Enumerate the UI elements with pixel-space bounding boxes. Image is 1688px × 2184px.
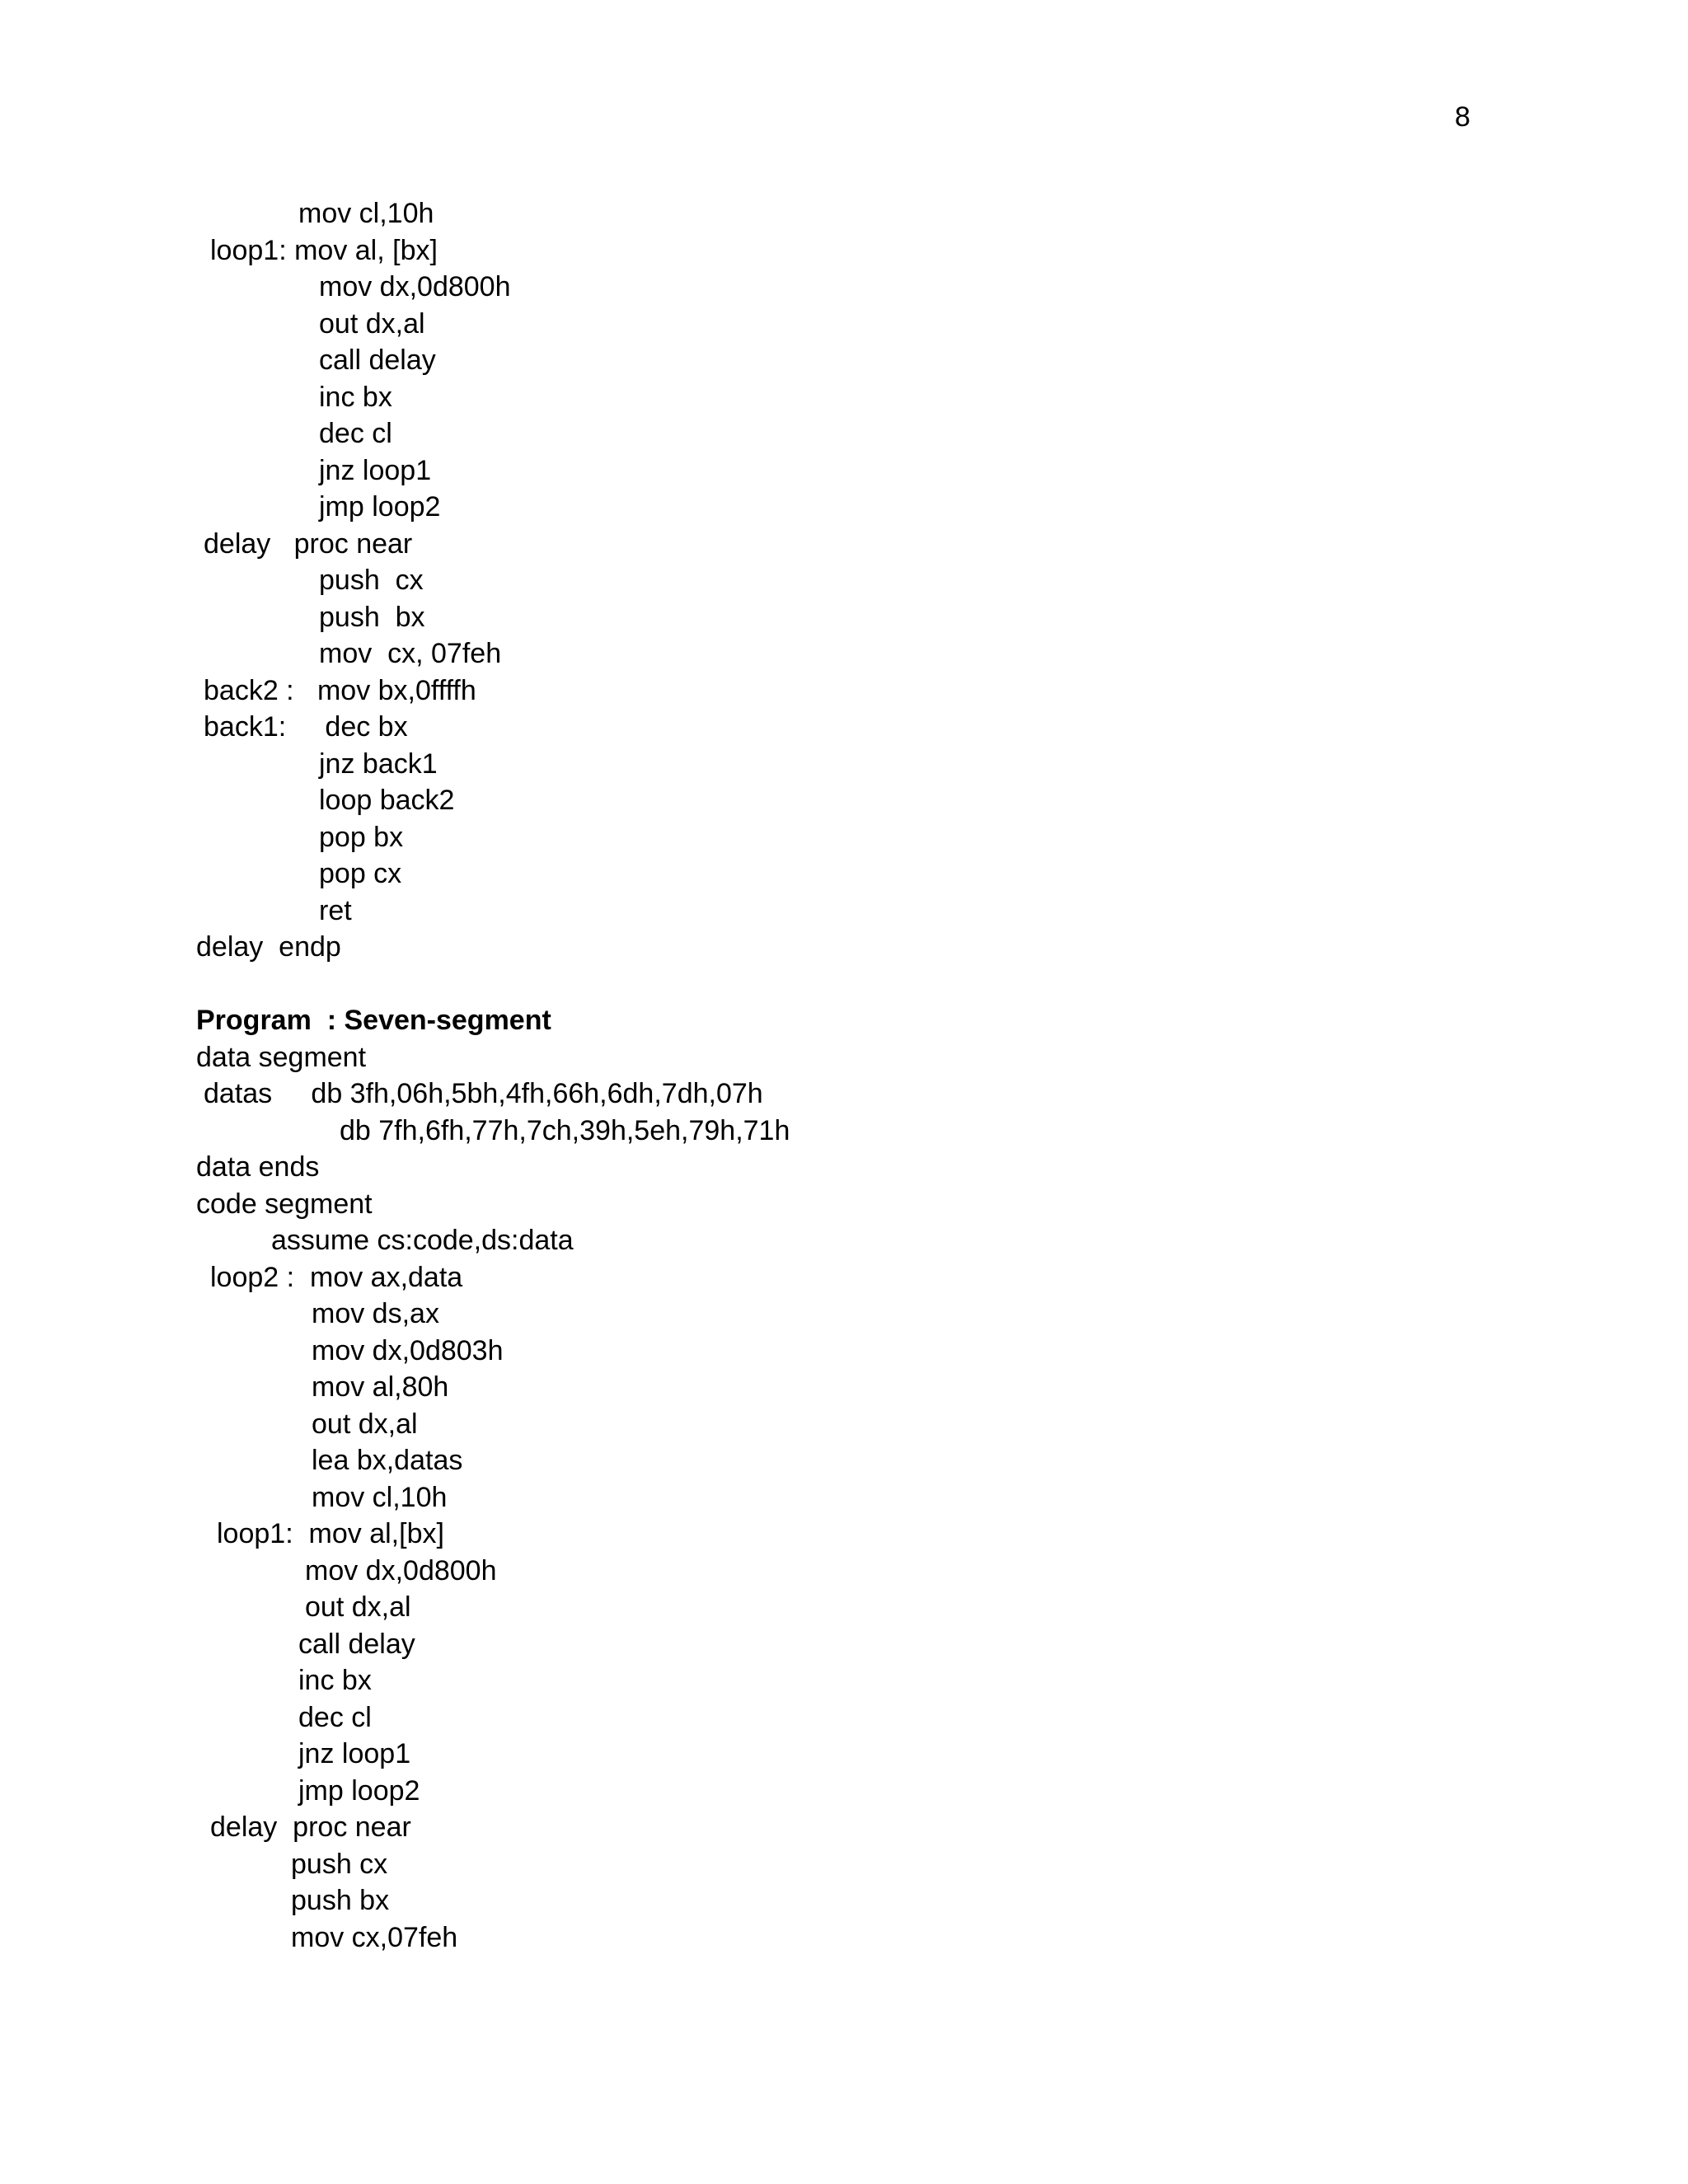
code-line: data ends xyxy=(196,1151,320,1183)
code-line: mov ds,ax xyxy=(312,1298,439,1329)
code-line: code segment xyxy=(196,1188,373,1220)
code-line: db 7fh,6fh,77h,7ch,39h,5eh,79h,71h xyxy=(340,1115,790,1146)
code-line: lea bx,datas xyxy=(312,1445,463,1476)
code-line: push bx xyxy=(291,1885,390,1916)
code-line: mov dx,0d800h xyxy=(305,1555,497,1586)
code-line: loop1: mov al, [bx] xyxy=(210,235,438,266)
page-number: 8 xyxy=(1455,101,1470,133)
code-line: out dx,al xyxy=(319,308,425,340)
code-line: push cx xyxy=(291,1849,388,1880)
code-line: jmp loop2 xyxy=(319,491,441,523)
code-line: out dx,al xyxy=(305,1591,411,1623)
code-line: jnz loop1 xyxy=(298,1738,411,1769)
code-line: jnz back1 xyxy=(319,748,438,780)
code-line: back1: dec bx xyxy=(204,711,408,743)
code-line: mov al,80h xyxy=(312,1371,449,1403)
code-line: pop cx xyxy=(319,858,402,889)
program-heading: Program : Seven-segment xyxy=(196,1005,551,1036)
code-line: call delay xyxy=(319,344,436,376)
code-line: data segment xyxy=(196,1042,367,1073)
code-line: delay proc near xyxy=(210,1811,411,1843)
code-line: ret xyxy=(319,895,352,926)
code-line: delay proc near xyxy=(204,528,413,560)
code-line: inc bx xyxy=(298,1665,372,1696)
code-line: inc bx xyxy=(319,382,392,413)
code-line: loop1: mov al,[bx] xyxy=(217,1518,444,1549)
code-line: mov cl,10h xyxy=(298,198,434,229)
code-line: datas db 3fh,06h,5bh,4fh,66h,6dh,7dh,07h xyxy=(204,1078,763,1109)
code-line: out dx,al xyxy=(312,1408,418,1440)
code-line: loop2 : mov ax,data xyxy=(210,1262,463,1293)
code-line: call delay xyxy=(298,1629,415,1660)
code-line: delay endp xyxy=(196,931,341,963)
code-line: loop back2 xyxy=(319,785,455,816)
code-line: mov cx,07feh xyxy=(291,1922,458,1953)
code-line: push bx xyxy=(319,602,425,633)
code-line: dec cl xyxy=(298,1702,372,1733)
code-line: mov cl,10h xyxy=(312,1482,448,1513)
code-line: jmp loop2 xyxy=(298,1775,420,1807)
code-line: mov dx,0d803h xyxy=(312,1335,504,1366)
code-line: pop bx xyxy=(319,822,404,853)
code-line: mov cx, 07feh xyxy=(319,638,502,669)
code-line: push cx xyxy=(319,565,424,596)
code-line: jnz loop1 xyxy=(319,455,432,486)
code-line: back2 : mov bx,0ffffh xyxy=(204,675,476,706)
code-line: dec cl xyxy=(319,418,392,449)
code-line: assume cs:code,ds:data xyxy=(271,1225,574,1256)
code-line: mov dx,0d800h xyxy=(319,271,511,302)
